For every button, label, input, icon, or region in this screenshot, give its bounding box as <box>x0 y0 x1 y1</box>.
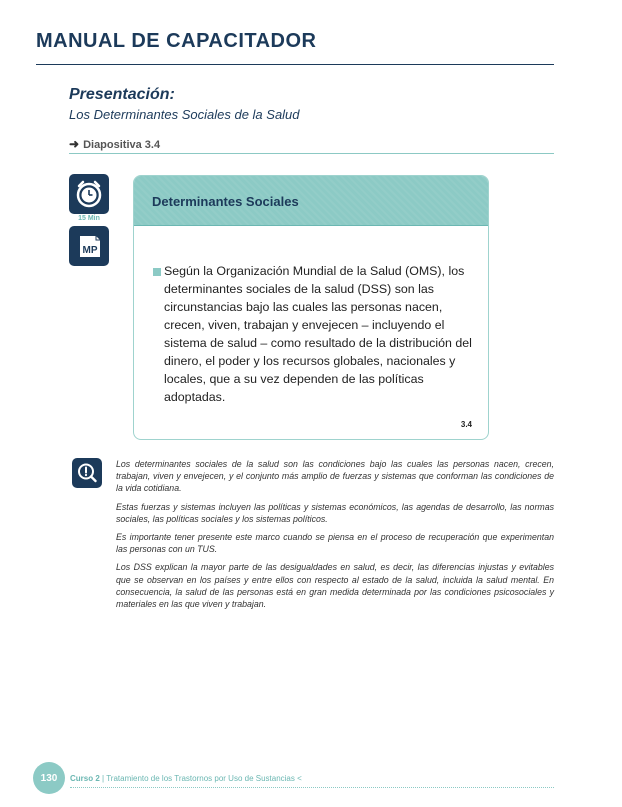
footer-course-label: Curso 2 <box>70 774 100 783</box>
slide-number: 3.4 <box>460 420 472 429</box>
note-paragraph: Los determinantes sociales de la salud son las condiciones bajo las cuales las personas nacen, crecen, trabajan, viven y envejecen, y el conjunto más amplio de fuerzas y sistemas que conforman las condiciones de la vida cotidiana. <box>116 459 554 494</box>
arrow-right-icon: ➜ <box>69 137 80 151</box>
note-paragraph: Es importante tener presente este marco cuando se piensa en el proceso de recuperación que experimentan las personas con un TUS. <box>116 532 554 555</box>
slide-body-text: Según la Organización Mundial de la Salud (OMS), los determinantes sociales de la salud (DSS) son las circunstancias bajo las cuales las personas nacen, crecen, viven, trabajan y envejecen – incluyendo el sistema de salud – como resultado de la distribución del dinero, el poder y los recursos globales, nacionales y locales, que a su vez dependen de las políticas adoptadas. <box>164 264 472 404</box>
slide-card <box>133 175 489 440</box>
footer-course <box>70 774 302 783</box>
slide-reference-label: Diapositiva 3.4 <box>83 139 161 151</box>
slide-reference <box>69 137 160 151</box>
slide-divider <box>69 153 554 154</box>
clock-icon <box>69 174 109 214</box>
manual-title: MANUAL DE CAPACITADOR <box>36 30 317 52</box>
footer-separator: | <box>102 774 105 783</box>
title-divider <box>36 64 554 65</box>
note-paragraph: Los DSS explican la mayor parte de las desigualdades en salud, es decir, las diferencias injustas y evitables que se observan en los países y entre ellos con respecto al estado de la salud, incluida la salud mental. En consecuencia, la salud de las personas está en gran medida determinada por las condiciones psicosociales y materiales en las que viven y trabajan. <box>116 562 554 610</box>
slide-title: Determinantes Sociales <box>152 194 299 209</box>
exclamation-magnifier-icon <box>72 458 102 488</box>
mp-icon <box>69 226 109 266</box>
mp-icon-label: MP <box>82 245 98 256</box>
note-paragraph: Estas fuerzas y sistemas incluyen las políticas y sistemas económicos, las agendas de desarrollo, las normas sociales, las políticas sociales y los sistemas políticos. <box>116 501 554 524</box>
page-number: 130 <box>33 762 65 794</box>
duration-label: 15 Min <box>78 215 100 222</box>
section-heading: Presentación: <box>69 86 175 103</box>
slide-header <box>134 176 488 226</box>
footer-divider <box>70 787 554 788</box>
trainer-notes <box>116 458 554 616</box>
footer-course-title: Tratamiento de los Trastornos por Uso de Sustancias < <box>106 774 302 783</box>
bullet-square-icon <box>153 268 161 276</box>
section-subheading: Los Determinantes Sociales de la Salud <box>69 107 300 122</box>
